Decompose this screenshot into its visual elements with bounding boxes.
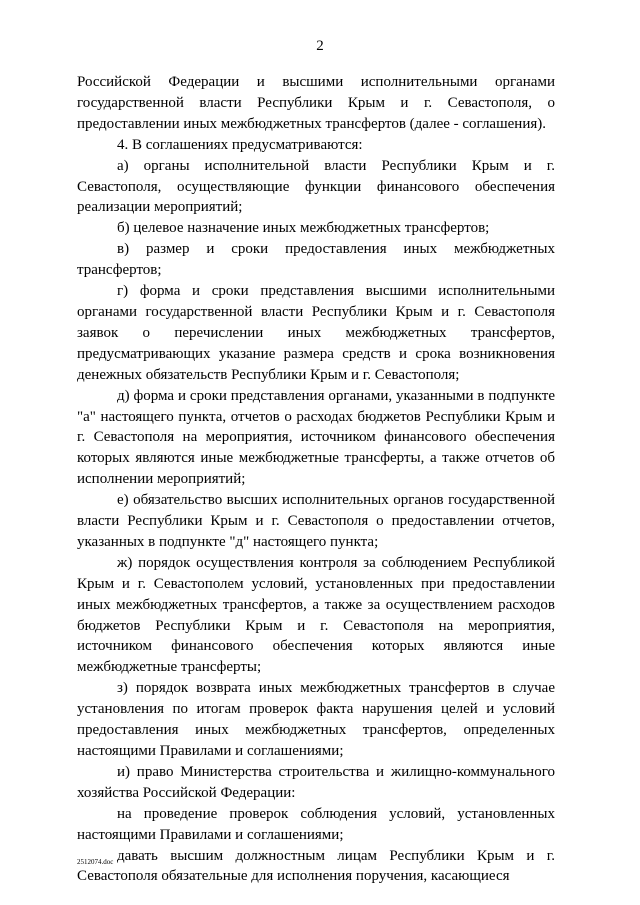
paragraph-subitem-e: е) обязательство высших исполнительных органов государственной власти Республики Крым и г. Севастополя о предоставлении отчетов, указанных в подпункте "д" настоящего пункта;	[77, 492, 555, 550]
document-body	[77, 72, 555, 887]
paragraph-subitem-b: б) целевое назначение иных межбюджетных трансфертов;	[117, 220, 490, 237]
paragraph-item-4: 4. В соглашениях предусматриваются:	[117, 136, 363, 153]
paragraph-subitem-g: г) форма и сроки представления высшими исполнительными органами государственной власти Республики Крым и г. Севастополя заявок о перечислении иных межбюджетных трансфертов, предусматривающих указание размера средств и срока возникновения денежных обязательств Республики Крым и г. Севастополя;	[77, 283, 555, 383]
file-reference: 2512074.doc	[77, 858, 114, 866]
paragraph-right-inspections: на проведение проверок соблюдения условий, установленных настоящими Правилами и соглашениями;	[77, 805, 555, 843]
paragraph-right-instructions: давать высшим должностным лицам Республики Крым и г. Севастополя обязательные для исполнения поручения, касающиеся	[77, 847, 555, 885]
paragraph-subitem-a: а) органы исполнительной власти Республики Крым и г. Севастополя, осуществляющие функции финансового обеспечения реализации мероприятий;	[77, 157, 555, 216]
paragraph-subitem-i: и) право Министерства строительства и жилищно-коммунального хозяйства Российской Федерации:	[77, 763, 555, 801]
page-number: 2	[316, 38, 324, 54]
paragraph-subitem-z: з) порядок возврата иных межбюджетных трансфертов в случае установления по итогам проверок факта нарушения целей и условий предоставления иных межбюджетных трансфертов, определенных настоящими Правилами и соглашениями;	[77, 680, 555, 759]
paragraph-subitem-zh: ж) порядок осуществления контроля за соблюдением Республикой Крым и г. Севастополем условий, установленных при предоставлении иных межбюджетных трансфертов, а также за осуществлением расходов бюджетов Республики Крым и г. Севастополя на мероприятия, источником финансового обеспечения которых являются иные межбюджетные трансферты;	[77, 554, 555, 676]
paragraph-continuation: Российской Федерации и высшими исполнительными органами государственной власти Республики Крым и г. Севастополя, о предоставлении иных межбюджетных трансфертов (далее - соглашения).	[77, 74, 555, 132]
paragraph-subitem-d: д) форма и сроки представления органами, указанными в подпункте "а" настоящего пункта, отчетов о расходах бюджетов Республики Крым и г. Севастополя на мероприятия, источником финансового обеспечения которых являются иные межбюджетные трансферты, а также отчетов об исполнении мероприятий;	[77, 387, 555, 488]
paragraph-subitem-v: в) размер и сроки предоставления иных межбюджетных трансфертов;	[77, 241, 555, 279]
